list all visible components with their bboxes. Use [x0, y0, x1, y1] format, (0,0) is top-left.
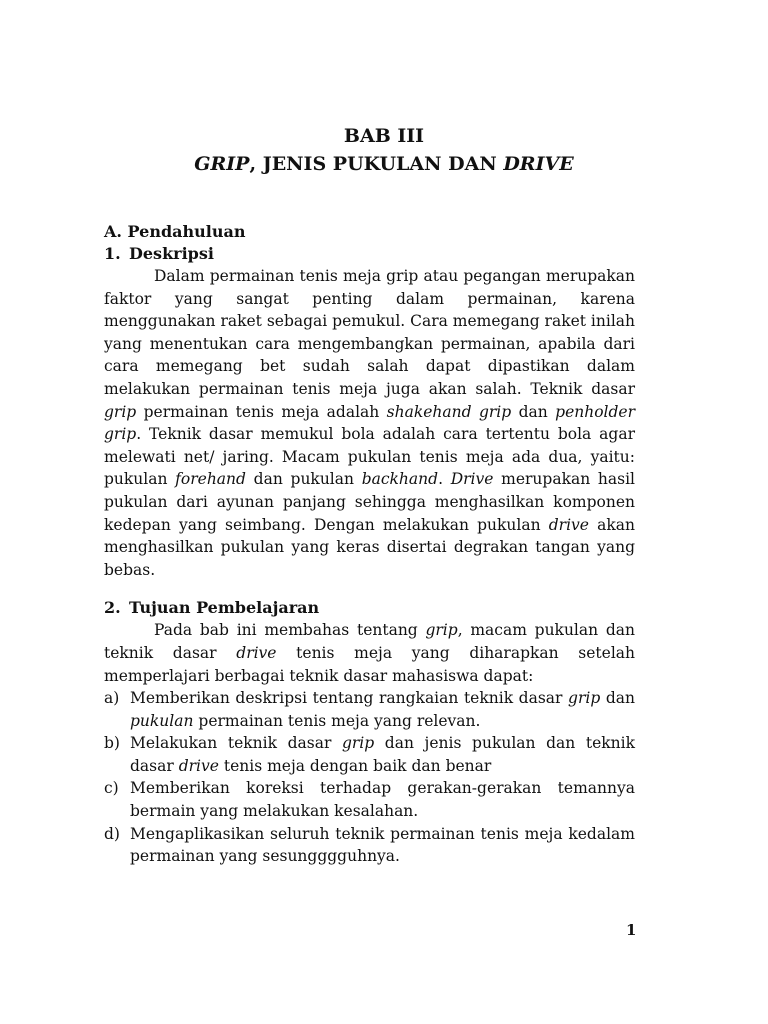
chapter-title-grip: GRIP — [194, 153, 250, 175]
list-marker: d) — [104, 824, 120, 843]
chapter-header — [0, 123, 768, 177]
list-text: Mengaplikasikan seluruh teknik permainan tenis meja kedalam permainan yang sesungggguhnya. — [130, 824, 635, 866]
subsection-heading-deskripsi — [104, 243, 635, 265]
list-marker: b) — [104, 734, 120, 753]
list-text: Memberikan koreksi terhadap gerakan-gerakan temannya bermain yang melakukan kesalahan. — [130, 779, 635, 821]
list-marker: c) — [104, 779, 119, 798]
list-item — [104, 823, 635, 868]
list-marker: a) — [104, 689, 120, 708]
chapter-title-drive: DRIVE — [503, 153, 574, 175]
subsection-heading-tujuan — [104, 597, 635, 619]
chapter-title-middle: , JENIS PUKULAN DAN — [249, 153, 504, 175]
chapter-number: BAB III — [343, 125, 425, 147]
list-text: Memberikan deskripsi tentang rangkaian teknik dasar grip dan pukulan permainan tenis meja yang relevan. — [130, 689, 636, 730]
page-number: 1 — [626, 921, 637, 939]
subsection-title: Deskripsi — [129, 244, 214, 263]
subsection-title: Tujuan Pembelajaran — [129, 598, 320, 618]
paragraph-deskripsi: Dalam permainan tenis meja grip atau pegangan merupakan faktor yang sangat penting dalam permainan, karena menggunakan raket sebagai pemukul. Cara memegang raket inilah yang menentukan cara mengembangkan permainan, apabila dari cara memegang bet sudah salah dapat dipastikan dalam melakukan permainan tenis meja juga akan salah. Teknik dasar grip permainan tenis meja adalah shakehand grip dan penholder grip. Teknik dasar memukul bola adalah cara tertentu bola agar melewati net/ jaring. Macam pukulan tenis meja ada dua, yaitu: pukulan forehand dan pukulan backhand. Drive merupakan hasil pukulan dari ayunan panjang sehingga menghasilkan komponen kedepan yang seimbang. Dengan melakukan pukulan drive akan menghasilkan pukulan yang keras disertai degrakan tangan yang bebas. — [104, 267, 635, 579]
section-heading-pendahuluan: A. Pendahuluan — [104, 222, 246, 241]
chapter-title — [0, 151, 768, 177]
subsection-number: 1. — [104, 244, 121, 263]
list-item — [104, 732, 635, 777]
main-content — [104, 221, 635, 868]
list-item — [104, 777, 635, 822]
list-item — [104, 687, 635, 732]
list-text: Melakukan teknik dasar grip dan jenis pukulan dan teknik dasar drive tenis meja dengan baik dan benar — [130, 734, 635, 775]
subsection-number: 2. — [104, 598, 121, 618]
paragraph-tujuan: Pada bab ini membahas tentang grip, macam pukulan dan teknik dasar drive tenis meja yang diharapkan setelah memperlajari berbagai teknik dasar mahasiswa dapat: — [104, 621, 635, 685]
